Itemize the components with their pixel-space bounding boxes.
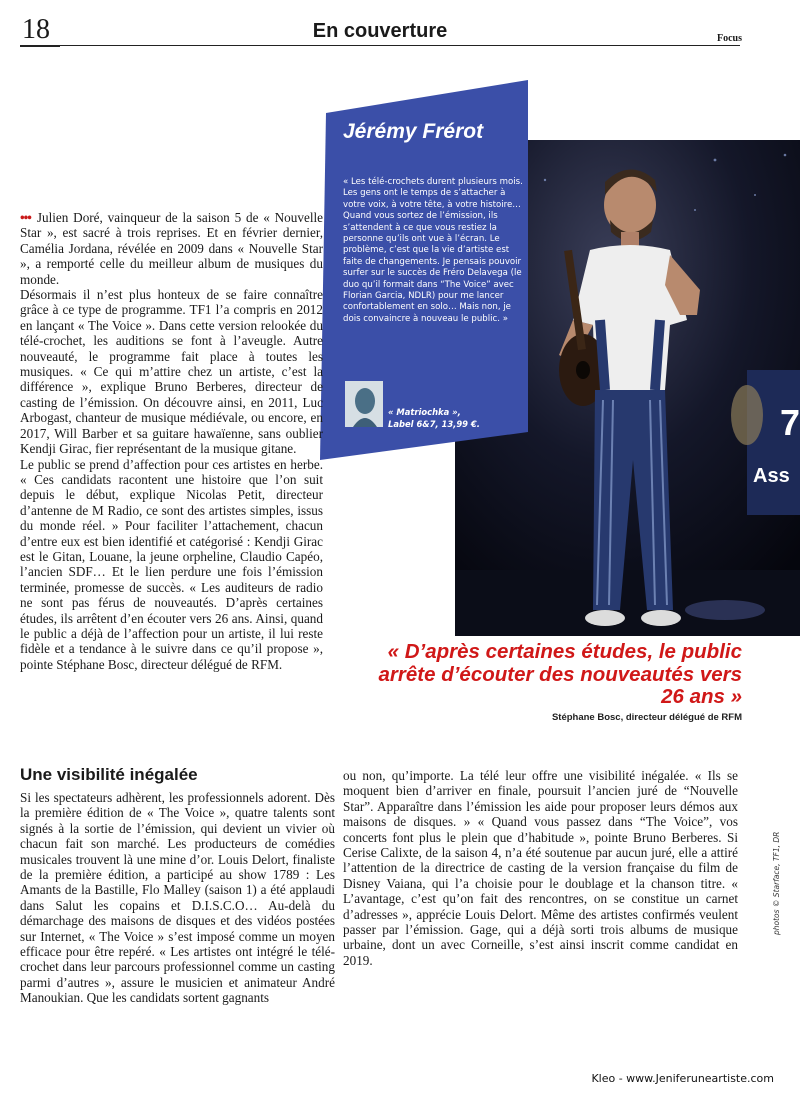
pull-quote: « D’après certaines études, le public arrête d’écouter des nouveautés vers 26 ans » [378,640,742,708]
banner-number: 7 [780,402,800,443]
album-title: « Matriochka », [388,407,461,417]
sidebar-quote: « Les télé-crochets durent plusieurs mois. Les gens ont le temps de s’attacher à votre voix, à votre tête, à votre histoire… Quand vous sortez de l’émission, ils s’attendent à ce que vous restiez la personne qu’ils ont vue à l’écran. Le problème, c’est que la vie d’artiste est faite de changements. Je pensais pouvoir surfer sur le succès de Fréro Delavega (le duo qu’il formait dans “The Voice” avec Florian Garcia, NDLR) pour me lancer confortablement en solo… Mais non, je dois convaincre à nouveau le public. » [343,177,523,324]
album-info: Label 6&7, 13,99 €. [388,419,480,429]
album-cover-art [345,381,383,427]
section-title: En couverture [312,20,448,42]
article-paragraph: Le public se prend d’affection pour ces artistes en herbe. « Ces candidats racontent une histoire que l’on suit depuis le début, explique Nicolas Petit, directeur d’antenne de M Radio, ce sont des artistes simples, issus du monde réel. » Pour faciliter l’attachement, chacun d’entre eux est bien identifié et catégorisé : Kendji Girac est le Gitan, Louane, la jeune orpheline, Claudio Capéo, l’ancien SDF… Et le lien perdure une fois l’émission terminée, promesse de succès. « Les auditeurs de radio ne sont pas férus de nouveautés. D’après certaines études, ils arrêtent d’en écouter vers 26 ans. Ainsi, quand le public a déjà de l’affection pour un artiste, il lui reste fidèle et a tendance à le suivre dans ce qu’il propose », pointe Stéphane Bosc, directeur délégué de RFM. [20,456,323,672]
sidebar-name: Jérémy Frérot [343,120,484,143]
banner-text: Ass [753,465,790,487]
intro-bullets: ••• [20,210,31,225]
article-paragraph [20,210,323,287]
photo-credit: photos © Starface, TF1, DR [772,831,781,935]
header-rule [60,45,740,46]
article-left-column: Si les spectateurs adhèrent, les professionnels adorent. Dès la première édition de « The Voice », quatre talents sont signés à la sortie de l’émission, qui devient un vivier où chacun fait son marché. Les producteurs de comédies musicales trouvent là une mine d’or. Louis Delort, finaliste de la première édition, a participé au show 1789 : Les Amants de la Bastille, Flo Malley (saison 1) a été applaudi dans Salut les copains et D.I.S.C.O… Au-delà du démarchage des maisons de disques et des vidéos postées sur Internet, « The Voice » s’est imposé comme un moyen efficace pour être repéré. « Les artistes ont intégré le télé-crochet dans leur parcours professionnel comme un casting parmi d’autres », assure le musicien et animateur André Manoukian. Que les candidats sortent gagnants [20,790,335,1006]
paragraph-text: Julien Doré, vainqueur de la saison 5 de « Nouvelle Star », est sacré à trois reprises. Et en février dernier, Camélia Jordana, révélée en 2009 dans « Nouvelle Star », a remporté celle du meilleur album de musiques du monde. [20,210,323,287]
article-right-column: ou non, qu’importe. La télé leur offre une visibilité inégalée. « Ils se moquent bien d’arriver en finale, poursuit l’ancien juré de “Nouvelle Star”. Apparaître dans l’émission les aide pour proposer leurs démos aux maisons de disques. » « Quand vous passez dans “The Voice”, vos concerts font plus le plein que d’habitude », pointe Bruno Berberes. Si Cerise Calixte, de la saison 4, n’a été soutenue par aucun juré, elle a attiré l’attention de la directrice de casting de la version française du film de Disney Vaiana, qui l’a choisie pour le doublage et la chanson titre. « L’avantage, c’est qu’on fait des rencontres, on se constitue un carnet d’adresses », apprécie Louis Delort. Même des artistes confirmés veulent passer par l’émission. Gage, qui a déjà sorti trois albums de musique urbaine, dont un avec Corneille, s’est ainsi inscrit comme candidat en 2019. [343,768,738,968]
rubric-label: Focus [717,33,742,44]
header-rule [20,45,60,47]
album-cover [345,381,383,427]
article-main-column [20,210,323,672]
website-credit: Kleo - www.Jeniferuneartiste.com [591,1072,774,1085]
page-number: 18 [22,14,50,45]
section-subheading: Une visibilité inégalée [20,765,198,784]
pull-quote-attribution: Stéphane Bosc, directeur délégué de RFM [551,712,742,723]
article-paragraph: Désormais il n’est plus honteux de se faire connaître grâce à ce type de programme. TF1 l’a compris en 2012 en lançant « The Voice ». Dans cette version relookée du télé-crochet, les auditions se font à l’aveugle. Autre nouveauté, le programme fait place à toutes les musiques. « Ce qui m’attire chez un artiste, c’est la différence », explique Bruno Berberes, directeur de casting de l’émission. On découvre ainsi, en 2011, Luc Arbogast, chanteur de musique médiévale, ou encore, en 2017, Will Barber et sa guitare hawaïenne, sans oublier Kendji Girac, fier représentant de la musique gitane. [20,287,323,457]
